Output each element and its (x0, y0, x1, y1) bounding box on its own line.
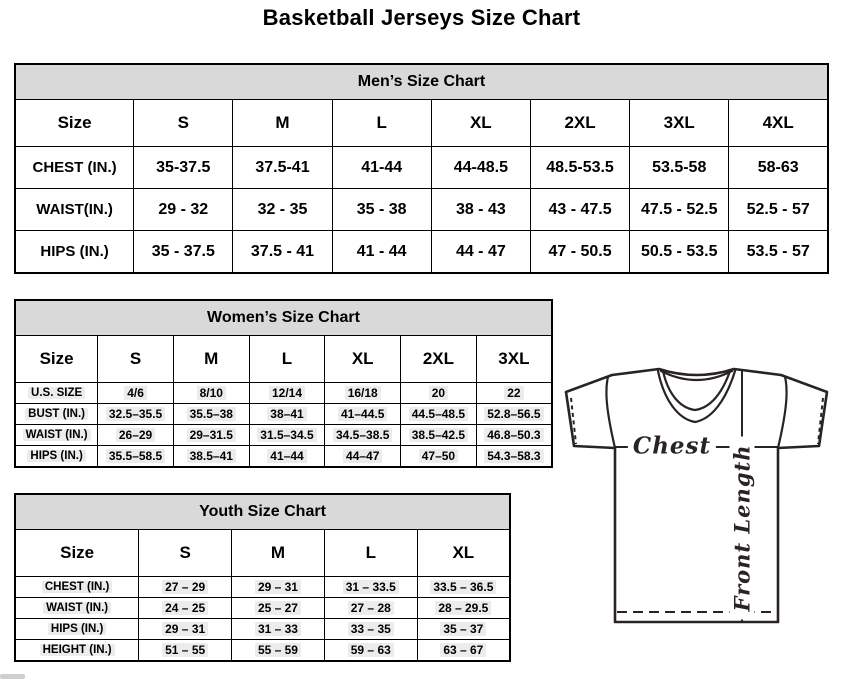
men-size-cell (233, 189, 332, 231)
size-value: 29 – 31 (255, 580, 301, 594)
row-label-text: HEIGHT (IN.) (40, 644, 115, 656)
size-value: 63 – 67 (440, 643, 486, 657)
row-label-text: WAIST (IN.) (23, 429, 91, 441)
women-size-cell (401, 446, 477, 468)
men-size-cell (729, 147, 828, 189)
men-size-cell (332, 189, 431, 231)
youth-size-table (14, 493, 511, 662)
size-value: 41–44.5 (338, 407, 387, 421)
size-value: 24 – 25 (162, 601, 208, 615)
size-value: 29 - 32 (158, 200, 209, 218)
women-size-cell (325, 404, 401, 425)
women-row-label (15, 446, 98, 468)
row-label-text: U.S. SIZE (28, 387, 85, 399)
size-value: 52.5 - 57 (746, 200, 810, 218)
women-column-header: S (98, 336, 174, 383)
size-value: 44.5–48.5 (409, 407, 468, 421)
jersey-outline-icon (552, 358, 842, 678)
size-value: 35 – 37 (440, 622, 486, 636)
youth-size-cell (139, 598, 232, 619)
women-size-cell (249, 425, 325, 446)
women-size-cell (476, 425, 552, 446)
men-row (15, 189, 828, 231)
size-value: 12/14 (269, 386, 305, 400)
men-row-label (15, 231, 134, 274)
row-label-text: WAIST(IN.) (36, 201, 113, 218)
women-size-cell (325, 446, 401, 468)
size-value: 54.3–58.3 (484, 449, 543, 463)
youth-column-header: M (232, 530, 325, 577)
size-value: 34.5–38.5 (333, 428, 392, 442)
row-label-text: CHEST (IN.) (32, 159, 117, 176)
men-table-title: Men’s Size Chart (15, 64, 828, 100)
women-row-label (15, 404, 98, 425)
women-size-cell (98, 425, 174, 446)
men-size-cell (233, 231, 332, 274)
men-size-cell (431, 231, 530, 274)
size-value: 29–31.5 (187, 428, 236, 442)
youth-row-label (15, 619, 139, 640)
youth-size-cell (417, 640, 510, 662)
chest-measure-label: Chest (628, 432, 716, 459)
women-column-header: 3XL (476, 336, 552, 383)
size-value: 32 - 35 (257, 200, 308, 218)
men-column-header: Size (15, 100, 134, 147)
men-size-cell (134, 231, 233, 274)
women-size-cell (325, 383, 401, 404)
size-value: 44 - 47 (455, 242, 506, 260)
women-size-cell (401, 383, 477, 404)
size-value: 22 (504, 386, 523, 400)
size-value: 33 – 35 (348, 622, 394, 636)
size-value: 31 – 33.5 (343, 580, 399, 594)
women-size-cell (401, 404, 477, 425)
women-size-cell (173, 425, 249, 446)
men-size-cell (630, 147, 729, 189)
youth-size-cell (417, 577, 510, 598)
women-size-cell (401, 425, 477, 446)
women-column-header: M (173, 336, 249, 383)
women-row (15, 383, 552, 404)
size-value: 48.5-53.5 (546, 158, 614, 176)
youth-column-header: XL (417, 530, 510, 577)
size-value: 33.5 – 36.5 (430, 580, 496, 594)
size-value: 25 – 27 (255, 601, 301, 615)
women-size-cell (98, 404, 174, 425)
men-column-header: M (233, 100, 332, 147)
women-column-header: L (249, 336, 325, 383)
size-value: 31.5–34.5 (257, 428, 316, 442)
size-value: 31 – 33 (255, 622, 301, 636)
size-value: 47 - 50.5 (548, 242, 612, 260)
women-size-cell (325, 425, 401, 446)
women-size-cell (476, 383, 552, 404)
men-size-cell (332, 147, 431, 189)
size-value: 35.5–38 (187, 407, 236, 421)
size-value: 59 – 63 (348, 643, 394, 657)
size-value: 37.5 - 41 (250, 242, 315, 260)
men-size-cell (530, 189, 629, 231)
size-value: 46.8–50.3 (484, 428, 543, 442)
women-size-cell (173, 383, 249, 404)
men-column-header: 3XL (630, 100, 729, 147)
size-value: 41–44 (267, 449, 306, 463)
men-size-cell (134, 147, 233, 189)
youth-row (15, 577, 510, 598)
size-value: 58-63 (757, 158, 799, 176)
size-value: 38.5–42.5 (409, 428, 468, 442)
youth-size-cell (324, 577, 417, 598)
size-value: 35 - 38 (356, 200, 407, 218)
men-size-cell (233, 147, 332, 189)
size-value: 16/18 (345, 386, 381, 400)
youth-size-cell (417, 619, 510, 640)
women-row (15, 446, 552, 468)
size-value: 41-44 (361, 158, 403, 176)
men-size-cell (530, 147, 629, 189)
women-table-title: Women’s Size Chart (15, 300, 552, 336)
size-value: 44-48.5 (453, 158, 508, 176)
size-value: 4/6 (124, 386, 147, 400)
size-value: 27 – 29 (162, 580, 208, 594)
men-column-header: 4XL (729, 100, 828, 147)
size-value: 38–41 (267, 407, 306, 421)
women-size-cell (98, 446, 174, 468)
women-size-cell (249, 383, 325, 404)
women-column-header: XL (325, 336, 401, 383)
women-row-label (15, 425, 98, 446)
men-size-cell (530, 231, 629, 274)
size-value: 35.5–58.5 (106, 449, 165, 463)
women-size-cell (173, 446, 249, 468)
youth-row (15, 598, 510, 619)
men-row (15, 147, 828, 189)
size-value: 47–50 (419, 449, 458, 463)
men-size-cell (332, 231, 431, 274)
youth-column-header: L (324, 530, 417, 577)
size-value: 47.5 - 52.5 (640, 200, 718, 218)
youth-row (15, 619, 510, 640)
row-label-text: HIPS (IN.) (27, 450, 85, 462)
men-size-cell (630, 189, 729, 231)
size-value: 53.5-58 (652, 158, 707, 176)
row-label-text: BUST (IN.) (25, 408, 88, 420)
women-row (15, 425, 552, 446)
men-size-cell (431, 189, 530, 231)
size-value: 27 – 28 (348, 601, 394, 615)
youth-row-label (15, 598, 139, 619)
size-value: 53.5 - 57 (746, 242, 810, 260)
women-size-cell (173, 404, 249, 425)
women-row (15, 404, 552, 425)
women-column-header: Size (15, 336, 98, 383)
youth-size-cell (417, 598, 510, 619)
youth-table-title: Youth Size Chart (15, 494, 510, 530)
youth-size-cell (232, 598, 325, 619)
size-value: 35 - 37.5 (151, 242, 215, 260)
men-column-header: XL (431, 100, 530, 147)
men-column-header: 2XL (530, 100, 629, 147)
size-value: 51 – 55 (162, 643, 208, 657)
women-size-cell (249, 446, 325, 468)
youth-size-cell (324, 598, 417, 619)
men-size-cell (729, 231, 828, 274)
youth-row-label (15, 577, 139, 598)
women-size-cell (476, 446, 552, 468)
size-value: 29 – 31 (162, 622, 208, 636)
horizontal-scrollbar-fragment[interactable] (0, 674, 25, 679)
front-length-measure-label: Front Length (730, 437, 755, 620)
size-value: 20 (429, 386, 448, 400)
women-row-label (15, 383, 98, 404)
men-column-header: L (332, 100, 431, 147)
womens-size-table (14, 299, 553, 468)
men-size-cell (630, 231, 729, 274)
men-size-cell (729, 189, 828, 231)
youth-size-cell (232, 619, 325, 640)
youth-row-label (15, 640, 139, 662)
youth-size-cell (139, 619, 232, 640)
jersey-measurement-diagram (552, 358, 842, 678)
size-value: 41 - 44 (356, 242, 407, 260)
men-row (15, 231, 828, 274)
size-value: 43 - 47.5 (548, 200, 612, 218)
size-value: 26–29 (116, 428, 155, 442)
men-size-cell (134, 189, 233, 231)
size-value: 44–47 (343, 449, 382, 463)
size-value: 50.5 - 53.5 (640, 242, 718, 260)
youth-row (15, 640, 510, 662)
youth-size-cell (232, 577, 325, 598)
size-value: 32.5–35.5 (106, 407, 165, 421)
youth-size-cell (324, 640, 417, 662)
youth-size-cell (139, 640, 232, 662)
men-row-label (15, 189, 134, 231)
row-label-text: CHEST (IN.) (42, 581, 113, 593)
row-label-text: HIPS (IN.) (48, 623, 106, 635)
page-title: Basketball Jerseys Size Chart (262, 5, 581, 30)
youth-column-header: Size (15, 530, 139, 577)
youth-size-cell (232, 640, 325, 662)
mens-size-table (14, 63, 829, 274)
women-size-cell (476, 404, 552, 425)
size-value: 8/10 (197, 386, 226, 400)
size-value: 38 - 43 (455, 200, 506, 218)
women-size-cell (98, 383, 174, 404)
row-label-text: WAIST (IN.) (43, 602, 111, 614)
size-value: 52.8–56.5 (484, 407, 543, 421)
youth-column-header: S (139, 530, 232, 577)
youth-size-cell (324, 619, 417, 640)
women-size-cell (249, 404, 325, 425)
women-column-header: 2XL (401, 336, 477, 383)
size-value: 37.5-41 (255, 158, 310, 176)
men-size-cell (431, 147, 530, 189)
row-label-text: HIPS (IN.) (40, 243, 109, 260)
size-value: 28 – 29.5 (435, 601, 491, 615)
size-value: 55 – 59 (255, 643, 301, 657)
men-column-header: S (134, 100, 233, 147)
size-value: 38.5–41 (187, 449, 236, 463)
youth-size-cell (139, 577, 232, 598)
men-row-label (15, 147, 134, 189)
size-value: 35-37.5 (156, 158, 211, 176)
